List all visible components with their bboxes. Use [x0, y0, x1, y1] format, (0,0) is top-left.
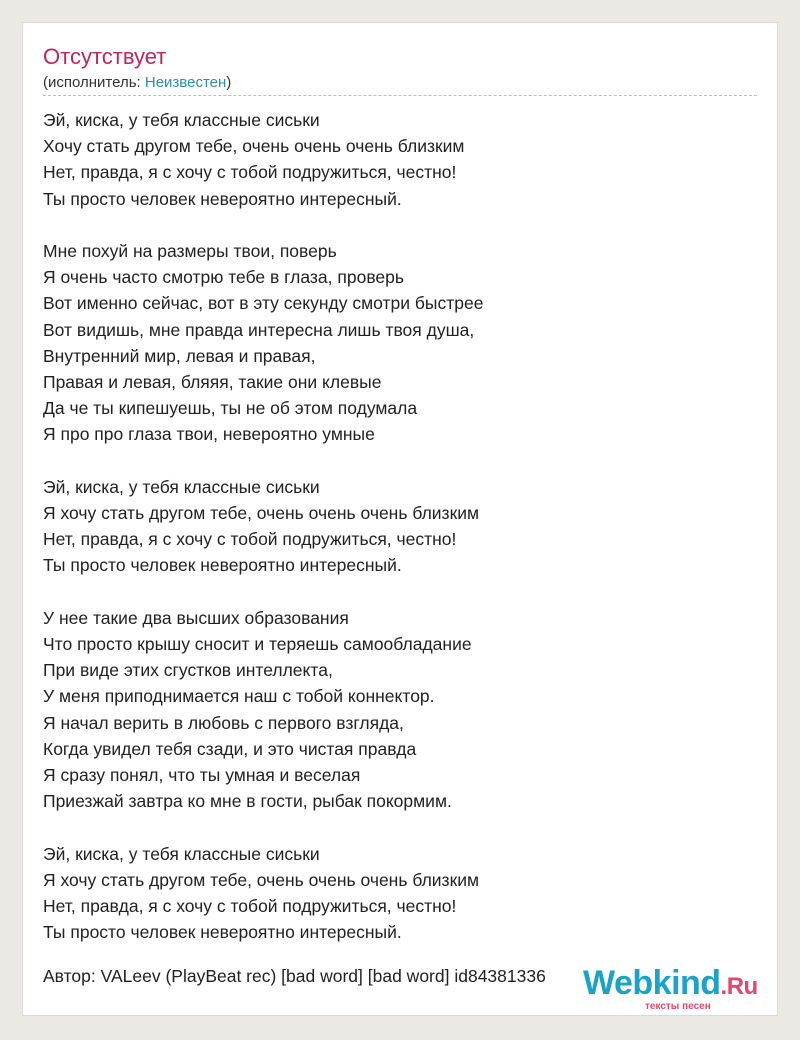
artist-line: [43, 74, 231, 92]
lyrics-line: Мне похуй на размеры твои, поверь: [43, 241, 337, 261]
lyrics-stanza: [43, 107, 763, 212]
lyrics-line: У меня приподнимается наш с тобой коннектор.: [43, 686, 435, 707]
artist-suffix: ): [226, 74, 232, 91]
lyrics-line: Я начал верить в любовь с первого взгляда,: [43, 712, 404, 733]
lyrics-line: При виде этих сгустков интеллекта,: [43, 660, 333, 681]
lyrics-line: Я очень часто смотрю тебе в глаза, проверь: [43, 267, 405, 288]
logo-tagline: тексты песен: [645, 1001, 711, 1012]
lyrics-line: Я про про глаза твои, невероятно умные: [43, 424, 375, 445]
artist-link[interactable]: Неизвестен: [144, 74, 227, 91]
lyrics-line: Что просто крышу сносит и теряешь самообладание: [43, 634, 472, 655]
lyrics-line: Эй, киска, у тебя классные сиськи: [43, 476, 320, 497]
lyrics-line: Вот именно сейчас, вот в эту секунду смотри быстрее: [43, 293, 484, 314]
lyrics-line: Когда увидел тебя сзади, и это чистая правда: [43, 738, 417, 759]
lyrics-line: Нет, правда, я с хочу с тобой подружиться, честно!: [43, 896, 457, 917]
lyrics-stanza: [43, 238, 763, 448]
header-divider: [43, 95, 757, 96]
lyrics-line: Нет, правда, я с хочу с тобой подружиться, честно!: [43, 162, 457, 183]
lyrics-line: У нее такие два высших образования: [43, 607, 349, 628]
logo-tld: .Ru: [720, 973, 758, 1000]
lyrics-line: Да че ты кипешуешь, ты не об этом подумала: [43, 398, 418, 419]
lyrics-line: Я хочу стать другом тебе, очень очень очень близким: [43, 869, 480, 890]
lyrics-line: Ты просто человек невероятно интересный.: [43, 188, 402, 209]
lyrics-line: Я хочу стать другом тебе, очень очень очень близким: [43, 503, 480, 524]
lyrics-line: Эй, киска, у тебя классные сиськи: [43, 110, 320, 130]
author-line: Автор: VALeev (PlayBeat rec) [bad word] [bad word] id84381336: [43, 966, 546, 986]
lyrics-line: Эй, киска, у тебя классные сиськи: [43, 843, 320, 864]
lyrics-line: Ты просто человек невероятно интересный.: [43, 555, 402, 576]
webkind-logo[interactable]: [583, 963, 773, 1015]
artist-prefix: (исполнитель:: [43, 74, 145, 91]
lyrics-line: Правая и левая, бляяя, такие они клевые: [43, 372, 382, 393]
lyrics-line: Ты просто человек невероятно интересный.: [43, 922, 402, 943]
logo-brand-name: Webkind: [583, 964, 721, 1002]
lyrics-line: Вот видишь, мне правда интересна лишь твоя душа,: [43, 319, 475, 340]
lyrics-line: Приезжай завтра ко мне в гости, рыбак покормим.: [43, 791, 452, 812]
lyrics-stanza: [43, 474, 763, 579]
lyrics-stanza: [43, 605, 763, 815]
lyrics-body: [43, 107, 763, 972]
lyrics-line: Хочу стать другом тебе, очень очень очень близким: [43, 136, 465, 157]
lyrics-line: Я сразу понял, что ты умная и веселая: [43, 765, 361, 786]
lyrics-line: Внутренний мир, левая и правая,: [43, 345, 316, 366]
lyrics-stanza: [43, 841, 763, 946]
lyrics-line: Нет, правда, я с хочу с тобой подружиться, честно!: [43, 529, 457, 550]
song-title: Отсутствует: [43, 44, 167, 69]
lyrics-card: [22, 22, 778, 1016]
